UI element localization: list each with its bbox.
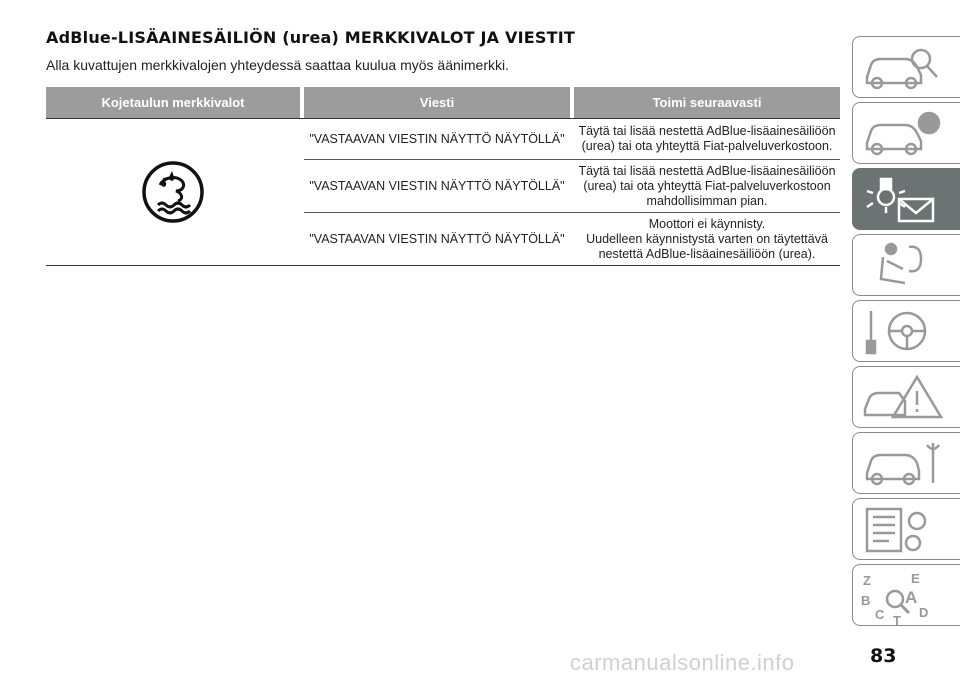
- action-line: Täytä tai lisää nestettä AdBlue-lisäainesäiliöön: [578, 163, 836, 178]
- table-row: [304, 212, 840, 265]
- car-search-icon: [859, 41, 951, 95]
- indicator-cell: [46, 119, 300, 265]
- car-info-icon: [859, 107, 951, 161]
- tab-safety[interactable]: [852, 234, 960, 296]
- page-title: AdBlue-LISÄAINESÄILIÖN (urea) MERKKIVALOT JA VIESTIT: [46, 28, 575, 47]
- header-indicators: Kojetaulun merkkivalot: [46, 87, 300, 118]
- index-letter: D: [919, 605, 929, 620]
- table-row: [304, 159, 840, 212]
- tab-car-search[interactable]: [852, 36, 960, 98]
- warning-light-message-icon: [859, 173, 951, 227]
- car-wrench-icon: [859, 437, 951, 491]
- steering-wheel-key-icon: [859, 305, 951, 359]
- action-line: Täytä tai lisää nestettä AdBlue-lisäainesäiliöön: [578, 124, 836, 138]
- table-row: [304, 119, 840, 159]
- index-letter: T: [893, 613, 901, 625]
- action-line: Moottori ei käynnisty.: [648, 216, 766, 231]
- table-header: [46, 87, 840, 118]
- specs-gear-icon: [859, 503, 951, 557]
- header-action: Toimi seuraavasti: [574, 87, 840, 118]
- index-letter: B: [861, 593, 871, 608]
- index-letter: E: [911, 571, 920, 586]
- action-line: Uudelleen käynnistystä varten on täytettävä: [586, 231, 828, 246]
- tab-car-info[interactable]: [852, 102, 960, 164]
- header-message: Viesti: [304, 87, 570, 118]
- message-cell: "VASTAAVAN VIESTIN NÄYTTÖ NÄYTÖLLÄ": [309, 179, 565, 193]
- tab-emergency[interactable]: [852, 366, 960, 428]
- indicator-table: [46, 87, 840, 266]
- index-letter: Z: [863, 573, 871, 588]
- alphabetical-index-icon: [859, 569, 951, 625]
- tab-specifications[interactable]: [852, 498, 960, 560]
- message-cell: "VASTAAVAN VIESTIN NÄYTTÖ NÄYTÖLLÄ": [309, 132, 565, 146]
- index-letter: A: [905, 588, 918, 607]
- tab-index[interactable]: [852, 564, 960, 626]
- car-warning-triangle-icon: [859, 371, 951, 425]
- action-line: (urea) tai ota yhteyttä Fiat-palveluverkostoon: [583, 178, 831, 193]
- page-subtitle: Alla kuvattujen merkkivalojen yhteydessä saattaa kuulua myös äänimerkki.: [46, 57, 510, 73]
- message-cell: "VASTAAVAN VIESTIN NÄYTTÖ NÄYTÖLLÄ": [309, 232, 565, 246]
- action-line: nestettä AdBlue-lisäainesäiliöön (urea).: [598, 246, 816, 261]
- adblue-warning-icon: [140, 159, 206, 225]
- action-line: mahdollisimman pian.: [646, 193, 768, 208]
- page-number: 83: [870, 645, 897, 667]
- tab-starting-driving[interactable]: [852, 300, 960, 362]
- tab-warning-lights[interactable]: [852, 168, 960, 230]
- tab-maintenance[interactable]: [852, 432, 960, 494]
- action-cell: [574, 119, 840, 159]
- action-cell: [574, 160, 840, 212]
- footer-watermark: carmanualsonline.info: [570, 650, 795, 675]
- table-body: [46, 118, 840, 266]
- action-line: (urea) tai ota yhteyttä Fiat-palveluverkostoon.: [581, 139, 833, 153]
- index-letter: C: [875, 607, 885, 622]
- seat-airbag-icon: [859, 239, 951, 293]
- action-cell: [574, 213, 840, 265]
